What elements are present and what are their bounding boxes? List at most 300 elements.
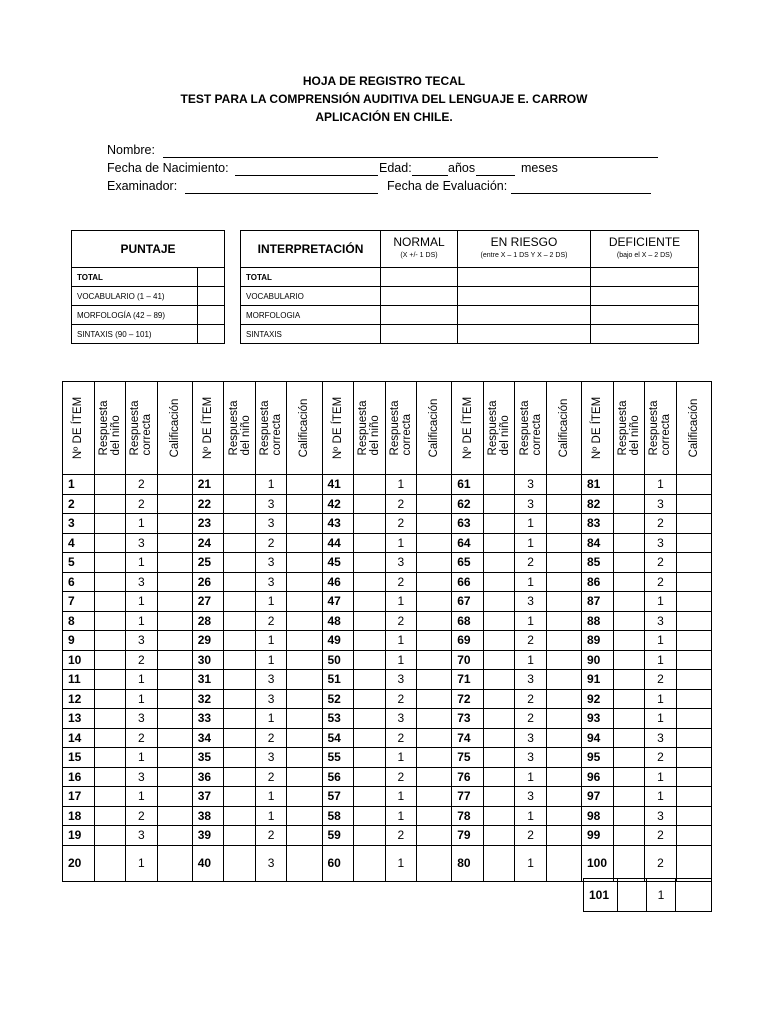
fecha-nacimiento-label: Fecha de Nacimiento: <box>107 161 229 175</box>
item-number: 34 <box>192 728 224 748</box>
score-cell[interactable] <box>417 514 452 534</box>
score-cell[interactable] <box>287 748 322 768</box>
header-correct-answer-line1: Respuesta <box>259 400 272 456</box>
child-response-cell[interactable] <box>354 748 385 768</box>
child-response-cell[interactable] <box>94 845 125 881</box>
child-response-cell[interactable] <box>94 806 125 826</box>
score-cell[interactable] <box>157 650 192 670</box>
examinador-label: Examinador: <box>107 179 178 193</box>
score-cell[interactable] <box>287 592 322 612</box>
child-response-cell[interactable] <box>483 650 514 670</box>
fecha-nacimiento-line[interactable] <box>235 175 378 176</box>
item-number: 85 <box>582 553 614 573</box>
child-response-cell[interactable] <box>94 787 125 807</box>
child-response-cell[interactable] <box>224 611 255 631</box>
child-response-cell[interactable] <box>483 475 514 495</box>
score-cell[interactable] <box>417 631 452 651</box>
score-cell[interactable] <box>546 767 581 787</box>
child-response-cell[interactable] <box>483 748 514 768</box>
score-cell[interactable] <box>676 670 711 690</box>
score-cell[interactable] <box>417 787 452 807</box>
child-response-cell[interactable] <box>613 494 644 514</box>
child-response-cell[interactable] <box>354 689 385 709</box>
child-response-cell[interactable] <box>224 806 255 826</box>
child-response-cell[interactable] <box>94 475 125 495</box>
score-cell[interactable] <box>676 728 711 748</box>
item-number: 3 <box>63 514 95 534</box>
child-response-cell[interactable] <box>613 514 644 534</box>
score-cell[interactable] <box>676 475 711 495</box>
item-number: 76 <box>452 767 484 787</box>
header-child-response-line2: del niño <box>499 415 512 456</box>
score-cell[interactable] <box>417 748 452 768</box>
child-response-cell[interactable] <box>354 553 385 573</box>
child-response-cell[interactable] <box>613 845 644 881</box>
interp-cell[interactable] <box>458 287 591 306</box>
child-response-cell[interactable] <box>94 631 125 651</box>
child-response-cell[interactable] <box>483 709 514 729</box>
child-response-cell[interactable] <box>613 728 644 748</box>
score-cell[interactable] <box>676 514 711 534</box>
correct-answer: 3 <box>645 728 676 748</box>
score-cell[interactable] <box>417 611 452 631</box>
score-cell[interactable] <box>676 572 711 592</box>
score-cell[interactable] <box>287 670 322 690</box>
child-response-cell[interactable] <box>354 670 385 690</box>
correct-answer: 1 <box>126 592 157 612</box>
child-response-cell[interactable] <box>354 533 385 553</box>
puntaje-row-vocabulario: VOCABULARIO (1 – 41) <box>72 287 198 306</box>
correct-answer: 3 <box>255 670 286 690</box>
child-response-cell[interactable] <box>483 670 514 690</box>
score-cell[interactable] <box>157 787 192 807</box>
correct-answer: 3 <box>255 514 286 534</box>
correct-answer: 3 <box>385 670 416 690</box>
interp-cell[interactable] <box>381 325 458 344</box>
score-cell[interactable] <box>546 475 581 495</box>
child-response-cell[interactable] <box>94 592 125 612</box>
child-response-cell[interactable] <box>618 879 647 912</box>
child-response-cell[interactable] <box>613 709 644 729</box>
score-cell[interactable] <box>417 572 452 592</box>
table-row <box>63 494 712 514</box>
score-cell[interactable] <box>417 592 452 612</box>
score-cell[interactable] <box>417 806 452 826</box>
child-response-cell[interactable] <box>224 826 255 846</box>
child-response-cell[interactable] <box>354 475 385 495</box>
score-cell[interactable] <box>546 806 581 826</box>
score-cell[interactable] <box>287 572 322 592</box>
score-cell[interactable] <box>157 709 192 729</box>
child-response-cell[interactable] <box>613 767 644 787</box>
child-response-cell[interactable] <box>224 845 255 881</box>
child-response-cell[interactable] <box>354 572 385 592</box>
child-response-cell[interactable] <box>224 650 255 670</box>
child-response-cell[interactable] <box>613 553 644 573</box>
item-number: 44 <box>322 533 354 553</box>
child-response-cell[interactable] <box>94 533 125 553</box>
interp-row-sintaxis: SINTAXIS <box>241 325 381 344</box>
child-response-cell[interactable] <box>354 806 385 826</box>
child-response-cell[interactable] <box>94 650 125 670</box>
score-cell[interactable] <box>157 533 192 553</box>
child-response-cell[interactable] <box>94 728 125 748</box>
table-row <box>63 650 712 670</box>
correct-answer: 2 <box>645 572 676 592</box>
score-cell[interactable] <box>287 806 322 826</box>
child-response-cell[interactable] <box>483 572 514 592</box>
score-cell[interactable] <box>157 845 192 881</box>
correct-answer: 1 <box>647 879 676 912</box>
score-cell[interactable] <box>287 494 322 514</box>
score-cell[interactable] <box>417 767 452 787</box>
score-cell[interactable] <box>546 845 581 881</box>
child-response-cell[interactable] <box>483 826 514 846</box>
item-number: 89 <box>582 631 614 651</box>
child-response-cell[interactable] <box>483 611 514 631</box>
interp-cell[interactable] <box>458 268 591 287</box>
item-number: 101 <box>584 879 618 912</box>
puntaje-cell[interactable] <box>198 306 225 325</box>
child-response-cell[interactable] <box>483 845 514 881</box>
header-score-label: Calificación <box>298 398 311 458</box>
item-number: 100 <box>582 845 614 881</box>
score-cell[interactable] <box>417 553 452 573</box>
item-number: 41 <box>322 475 354 495</box>
item-number: 60 <box>322 845 354 881</box>
item-number: 5 <box>63 553 95 573</box>
score-cell[interactable] <box>157 767 192 787</box>
item-number: 6 <box>63 572 95 592</box>
score-cell[interactable] <box>287 650 322 670</box>
header-correct-answer-line2: correcta <box>141 413 154 456</box>
score-cell[interactable] <box>157 826 192 846</box>
fecha-evaluacion-line[interactable] <box>511 193 651 194</box>
item-number: 99 <box>582 826 614 846</box>
item-number: 9 <box>63 631 95 651</box>
child-response-cell[interactable] <box>354 631 385 651</box>
score-cell[interactable] <box>676 879 712 912</box>
interp-cell[interactable] <box>591 306 699 325</box>
interp-cell[interactable] <box>591 268 699 287</box>
item-number: 57 <box>322 787 354 807</box>
correct-answer: 3 <box>645 611 676 631</box>
score-cell[interactable] <box>417 728 452 748</box>
header-score <box>417 382 452 475</box>
child-response-cell[interactable] <box>354 592 385 612</box>
child-response-cell[interactable] <box>613 689 644 709</box>
score-cell[interactable] <box>546 709 581 729</box>
score-cell[interactable] <box>157 689 192 709</box>
score-cell[interactable] <box>417 670 452 690</box>
child-response-cell[interactable] <box>483 787 514 807</box>
score-cell[interactable] <box>546 787 581 807</box>
child-response-cell[interactable] <box>613 650 644 670</box>
score-cell[interactable] <box>417 689 452 709</box>
score-cell[interactable] <box>546 514 581 534</box>
score-cell[interactable] <box>417 845 452 881</box>
nombre-line[interactable] <box>163 157 658 158</box>
child-response-cell[interactable] <box>613 533 644 553</box>
child-response-cell[interactable] <box>224 709 255 729</box>
child-response-cell[interactable] <box>483 631 514 651</box>
score-cell[interactable] <box>676 650 711 670</box>
score-cell[interactable] <box>546 670 581 690</box>
item-number: 48 <box>322 611 354 631</box>
puntaje-row-morfologia: MORFOLOGÍA (42 – 89) <box>72 306 198 325</box>
item-number: 86 <box>582 572 614 592</box>
score-cell[interactable] <box>157 631 192 651</box>
child-response-cell[interactable] <box>613 806 644 826</box>
child-response-cell[interactable] <box>94 709 125 729</box>
score-cell[interactable] <box>287 611 322 631</box>
item-number: 73 <box>452 709 484 729</box>
child-response-cell[interactable] <box>483 553 514 573</box>
correct-answer: 1 <box>385 592 416 612</box>
score-cell[interactable] <box>546 592 581 612</box>
child-response-cell[interactable] <box>224 592 255 612</box>
child-response-cell[interactable] <box>224 514 255 534</box>
correct-answer: 1 <box>385 533 416 553</box>
score-cell[interactable] <box>546 572 581 592</box>
score-cell[interactable] <box>546 553 581 573</box>
score-cell[interactable] <box>157 572 192 592</box>
child-response-cell[interactable] <box>224 572 255 592</box>
child-response-cell[interactable] <box>483 728 514 748</box>
child-response-cell[interactable] <box>613 475 644 495</box>
correct-answer: 2 <box>385 689 416 709</box>
score-cell[interactable] <box>546 826 581 846</box>
correct-answer: 1 <box>515 650 546 670</box>
item-number: 79 <box>452 826 484 846</box>
child-response-cell[interactable] <box>224 533 255 553</box>
puntaje-cell[interactable] <box>198 325 225 344</box>
score-cell[interactable] <box>157 748 192 768</box>
score-cell[interactable] <box>287 631 322 651</box>
correct-answer: 1 <box>385 748 416 768</box>
correct-answer: 3 <box>645 806 676 826</box>
child-response-cell[interactable] <box>483 533 514 553</box>
score-cell[interactable] <box>287 767 322 787</box>
score-cell[interactable] <box>546 748 581 768</box>
child-response-cell[interactable] <box>94 670 125 690</box>
score-cell[interactable] <box>287 787 322 807</box>
score-cell[interactable] <box>676 533 711 553</box>
score-cell[interactable] <box>157 806 192 826</box>
child-response-cell[interactable] <box>224 689 255 709</box>
score-cell[interactable] <box>676 689 711 709</box>
child-response-cell[interactable] <box>354 494 385 514</box>
score-cell[interactable] <box>676 806 711 826</box>
header-child-response <box>483 382 514 475</box>
item-number: 24 <box>192 533 224 553</box>
child-response-cell[interactable] <box>613 592 644 612</box>
correct-answer: 1 <box>515 514 546 534</box>
child-response-cell[interactable] <box>224 748 255 768</box>
score-cell[interactable] <box>287 826 322 846</box>
child-response-cell[interactable] <box>354 728 385 748</box>
child-response-cell[interactable] <box>224 631 255 651</box>
header-correct-answer <box>385 382 416 475</box>
score-cell[interactable] <box>546 533 581 553</box>
child-response-cell[interactable] <box>483 806 514 826</box>
child-response-cell[interactable] <box>354 845 385 881</box>
score-cell[interactable] <box>546 631 581 651</box>
item-101-table <box>583 878 712 912</box>
header-score-label: Calificación <box>428 398 441 458</box>
item-number: 67 <box>452 592 484 612</box>
child-response-cell[interactable] <box>224 475 255 495</box>
header-correct-answer <box>126 382 157 475</box>
score-cell[interactable] <box>676 748 711 768</box>
correct-answer: 3 <box>645 533 676 553</box>
item-number: 93 <box>582 709 614 729</box>
item-number: 10 <box>63 650 95 670</box>
child-response-cell[interactable] <box>613 787 644 807</box>
child-response-cell[interactable] <box>224 787 255 807</box>
score-cell[interactable] <box>287 475 322 495</box>
item-number: 42 <box>322 494 354 514</box>
child-response-cell[interactable] <box>354 514 385 534</box>
interp-cell[interactable] <box>381 306 458 325</box>
interp-cell[interactable] <box>591 325 699 344</box>
child-response-cell[interactable] <box>354 650 385 670</box>
score-cell[interactable] <box>157 670 192 690</box>
score-cell[interactable] <box>157 494 192 514</box>
header-correct-answer-line2: correcta <box>530 413 543 456</box>
interp-cell[interactable] <box>591 287 699 306</box>
table-row <box>63 806 712 826</box>
score-cell[interactable] <box>676 494 711 514</box>
edad-line[interactable] <box>412 175 448 176</box>
child-response-cell[interactable] <box>613 670 644 690</box>
score-cell[interactable] <box>676 631 711 651</box>
correct-answer: 2 <box>645 514 676 534</box>
child-response-cell[interactable] <box>613 631 644 651</box>
child-response-cell[interactable] <box>354 787 385 807</box>
child-response-cell[interactable] <box>483 592 514 612</box>
score-cell[interactable] <box>157 592 192 612</box>
child-response-cell[interactable] <box>354 611 385 631</box>
interp-cell[interactable] <box>458 325 591 344</box>
score-cell[interactable] <box>157 611 192 631</box>
child-response-cell[interactable] <box>613 826 644 846</box>
item-number: 84 <box>582 533 614 553</box>
correct-answer: 1 <box>645 787 676 807</box>
score-cell[interactable] <box>676 592 711 612</box>
item-number: 94 <box>582 728 614 748</box>
interp-cell[interactable] <box>381 268 458 287</box>
correct-answer: 3 <box>515 728 546 748</box>
item-number: 75 <box>452 748 484 768</box>
score-cell[interactable] <box>546 728 581 748</box>
correct-answer: 1 <box>255 650 286 670</box>
score-cell[interactable] <box>676 845 711 881</box>
child-response-cell[interactable] <box>224 767 255 787</box>
score-cell[interactable] <box>287 553 322 573</box>
score-cell[interactable] <box>546 650 581 670</box>
score-cell[interactable] <box>417 494 452 514</box>
puntaje-cell[interactable] <box>198 287 225 306</box>
score-cell[interactable] <box>417 475 452 495</box>
correct-answer: 3 <box>515 748 546 768</box>
child-response-cell[interactable] <box>483 767 514 787</box>
score-cell[interactable] <box>676 553 711 573</box>
child-response-cell[interactable] <box>483 494 514 514</box>
child-response-cell[interactable] <box>94 748 125 768</box>
score-cell[interactable] <box>287 689 322 709</box>
score-cell[interactable] <box>157 553 192 573</box>
child-response-cell[interactable] <box>354 826 385 846</box>
score-cell[interactable] <box>676 767 711 787</box>
score-cell[interactable] <box>287 845 322 881</box>
interp-row-morfologia: MORFOLOGIA <box>241 306 381 325</box>
child-response-cell[interactable] <box>224 670 255 690</box>
header-child-response-line1: Respuesta <box>97 400 110 456</box>
child-response-cell[interactable] <box>224 728 255 748</box>
child-response-cell[interactable] <box>613 611 644 631</box>
score-cell[interactable] <box>546 611 581 631</box>
examinador-line[interactable] <box>185 193 378 194</box>
child-response-cell[interactable] <box>354 767 385 787</box>
score-cell[interactable] <box>676 787 711 807</box>
child-response-cell[interactable] <box>224 494 255 514</box>
score-cell[interactable] <box>157 728 192 748</box>
score-cell[interactable] <box>417 533 452 553</box>
child-response-cell[interactable] <box>224 553 255 573</box>
puntaje-cell[interactable] <box>198 268 225 287</box>
score-cell[interactable] <box>287 728 322 748</box>
child-response-cell[interactable] <box>94 514 125 534</box>
correct-answer: 2 <box>255 533 286 553</box>
child-response-cell[interactable] <box>94 553 125 573</box>
score-cell[interactable] <box>676 709 711 729</box>
item-number: 53 <box>322 709 354 729</box>
score-cell[interactable] <box>287 709 322 729</box>
score-cell[interactable] <box>676 611 711 631</box>
child-response-cell[interactable] <box>94 767 125 787</box>
child-response-cell[interactable] <box>613 572 644 592</box>
child-response-cell[interactable] <box>613 748 644 768</box>
score-cell[interactable] <box>417 650 452 670</box>
score-cell[interactable] <box>676 826 711 846</box>
correct-answer: 1 <box>255 787 286 807</box>
score-cell[interactable] <box>546 689 581 709</box>
score-cell[interactable] <box>546 494 581 514</box>
correct-answer: 1 <box>126 670 157 690</box>
child-response-cell[interactable] <box>354 709 385 729</box>
item-number: 74 <box>452 728 484 748</box>
child-response-cell[interactable] <box>94 611 125 631</box>
score-cell[interactable] <box>287 514 322 534</box>
child-response-cell[interactable] <box>483 689 514 709</box>
score-cell[interactable] <box>417 826 452 846</box>
correct-answer: 2 <box>385 728 416 748</box>
score-cell[interactable] <box>417 709 452 729</box>
child-response-cell[interactable] <box>483 514 514 534</box>
score-cell[interactable] <box>157 514 192 534</box>
en-riesgo-label: EN RIESGO <box>490 235 558 249</box>
child-response-cell[interactable] <box>94 572 125 592</box>
score-cell[interactable] <box>287 533 322 553</box>
meses-line[interactable] <box>476 175 515 176</box>
child-response-cell[interactable] <box>94 494 125 514</box>
child-response-cell[interactable] <box>94 826 125 846</box>
score-cell[interactable] <box>157 475 192 495</box>
interp-cell[interactable] <box>381 287 458 306</box>
child-response-cell[interactable] <box>94 689 125 709</box>
interp-cell[interactable] <box>458 306 591 325</box>
